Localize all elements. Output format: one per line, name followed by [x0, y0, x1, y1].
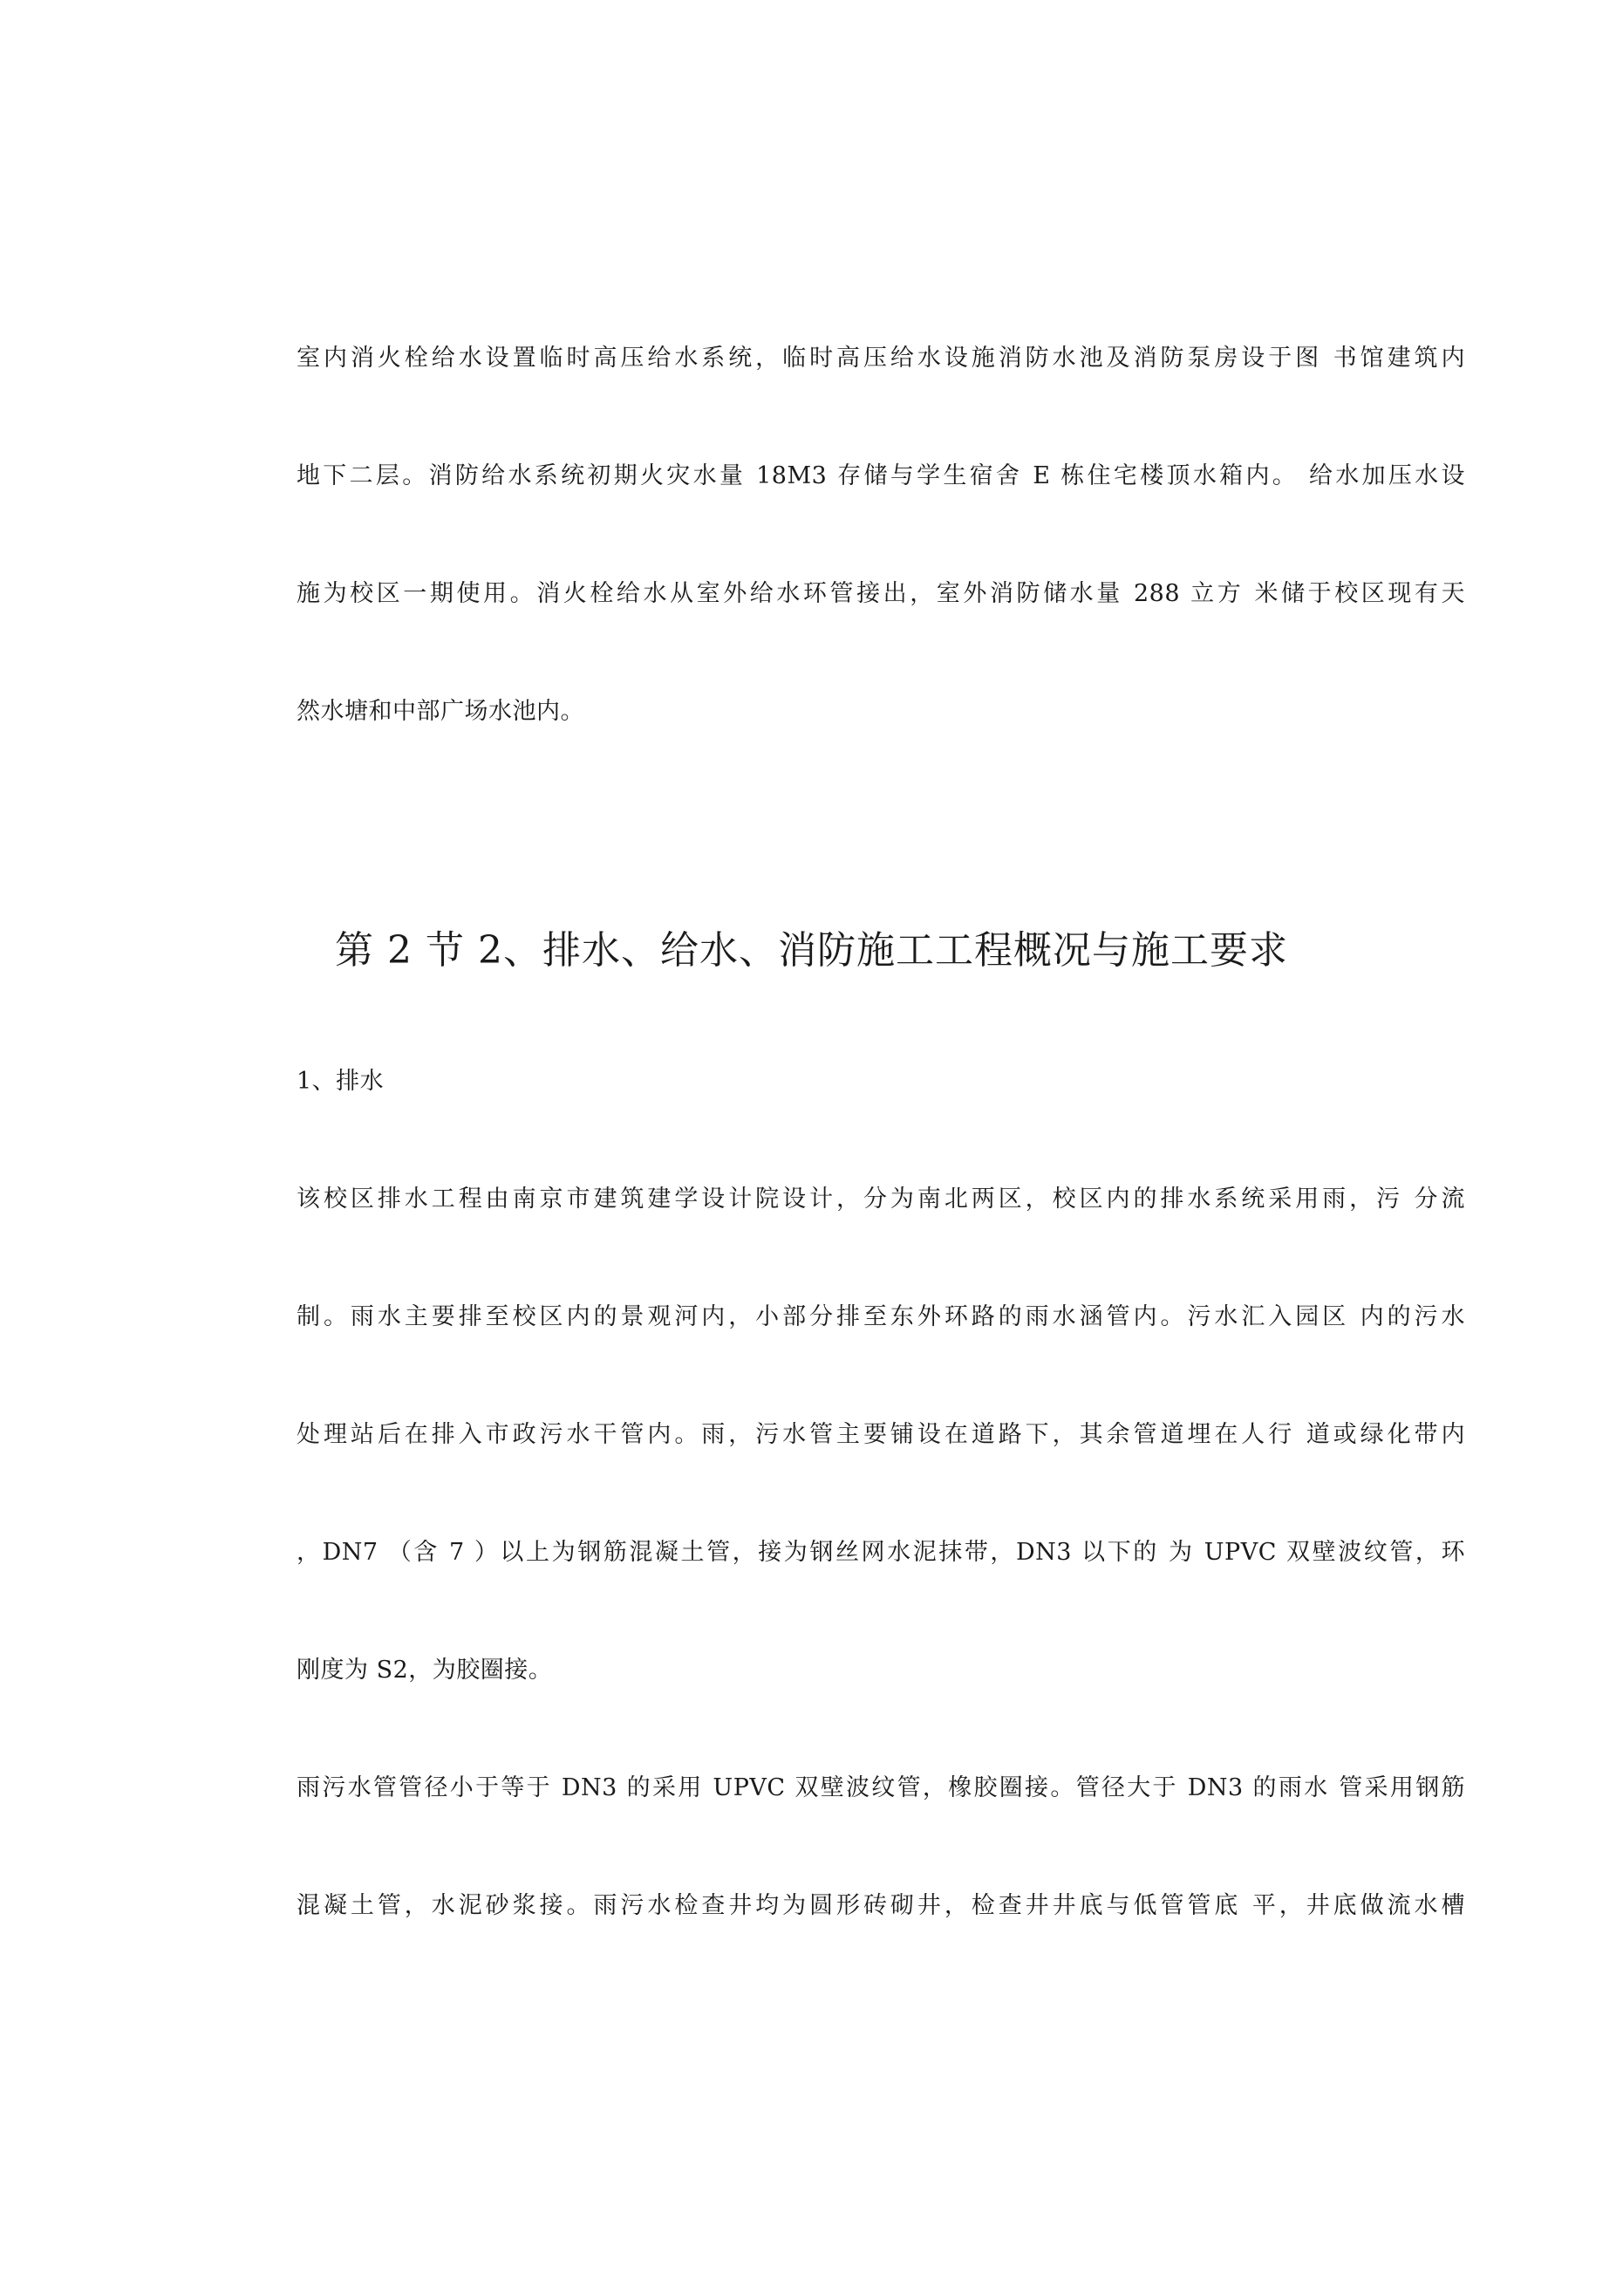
para1-line-5: 刚度为 S2，为胶圈接。	[297, 1657, 553, 1684]
para1-line-4: ，DN7 （含 7 ）以上为钢筋混凝土管，接为钢丝网水泥抹带，DN3 以下的 为 UPVC 双壁波纹管，环	[297, 1539, 1465, 1566]
intro-line-2: 地下二层。消防给水系统初期火灾水量 18M3 存储与学生宿舍 E 栋住宅楼顶水箱内。 给水加压水设	[297, 462, 1465, 489]
para2-line-1: 雨污水管管径小于等于 DN3 的采用 UPVC 双壁波纹管，橡胶圈接。管径大于 DN3 的雨水 管采用钢筋	[297, 1774, 1465, 1801]
section-subheading: 1、排水	[297, 1068, 385, 1095]
intro-line-3: 施为校区一期使用。消火栓给水从室外给水环管接出，室外消防储水量 288 立方 米储于校区现有天	[297, 580, 1465, 607]
para2-line-2: 混凝土管，水泥砂浆接。雨污水检查井均为圆形砖砌井，检查井井底与低管管底 平，井底做流水槽	[297, 1892, 1465, 1919]
section-title: 第 2 节 2、排水、给水、消防施工工程概况与施工要求	[335, 928, 1288, 973]
para1-line-2: 制。雨水主要排至校区内的景观河内，小部分排至东外环路的雨水涵管内。污水汇入园区 内的污水	[297, 1303, 1465, 1330]
para1-line-1: 该校区排水工程由南京市建筑建学设计院设计，分为南北两区，校区内的排水系统采用雨，污 分流	[297, 1186, 1465, 1213]
intro-line-4: 然水塘和中部广场水池内。	[297, 698, 584, 725]
intro-line-1: 室内消火栓给水设置临时高压给水系统，临时高压给水设施消防水池及消防泵房设于图 书馆建筑内	[297, 345, 1465, 372]
para1-line-3: 处理站后在排入市政污水干管内。雨，污水管主要铺设在道路下，其余管道埋在人行 道或绿化带内	[297, 1421, 1465, 1448]
